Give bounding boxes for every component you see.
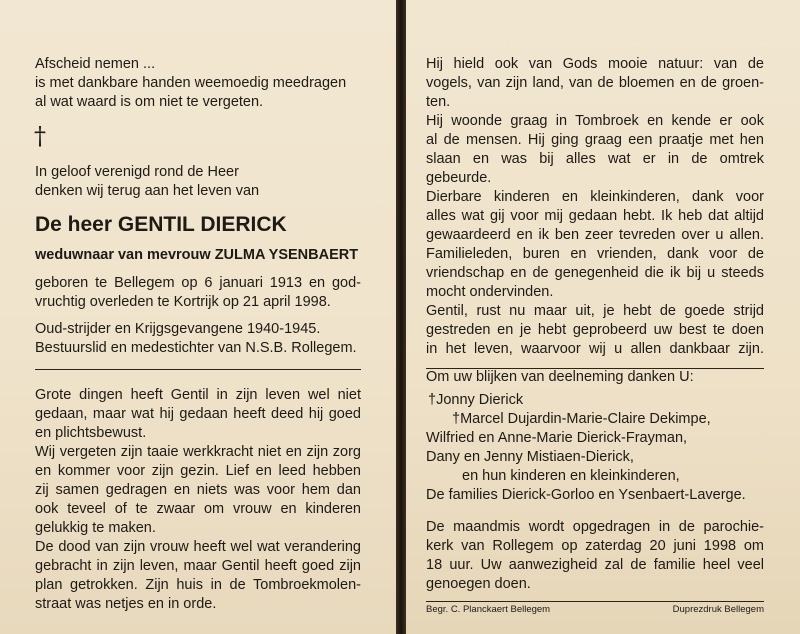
body-line: ten.: [426, 94, 451, 110]
widower-line: weduwnaar van mevrouw ZULMA YSENBAERT: [35, 247, 359, 263]
cross-icon: †: [34, 122, 46, 150]
body-line: Grote dingen heeft Gentil in zijn leven wel niet: [35, 387, 361, 403]
family-line: †Jonny Dierick: [428, 392, 524, 408]
body-line: alles wat gij voor mij gedaan hebt. Ik heb dat altijd: [426, 208, 764, 224]
intro-line: al wat waard is om niet te vergeten.: [35, 94, 264, 110]
printer-credit: Duprezdruk Bellegem: [672, 604, 764, 615]
body-line: gedaan, maar wat hij gedaan heeft deed hij goed: [35, 406, 361, 422]
family-line: †Marcel Dujardin-Marie-Claire Dekimpe,: [452, 411, 711, 427]
card-fold: [396, 0, 406, 634]
family-line: De families Dierick-Gorloo en Ysenbaert-Laverge.: [426, 487, 746, 503]
body-line: Hij hield ook van Gods mooie natuur: van de: [426, 56, 764, 72]
thanks-intro: Om uw blijken van deelneming danken U:: [426, 369, 694, 385]
right-page: [406, 0, 800, 634]
body-line: vriendschap en de genegenheid die ik bij u steeds: [426, 265, 764, 281]
body-line: gewaardeerd en ik ben zeer tevreden over u allen.: [426, 227, 764, 243]
faith-line: In geloof verenigd rond de Heer: [35, 164, 239, 180]
body-line: mocht ondervinden.: [426, 284, 554, 300]
birth-line: vruchtig overleden te Kortrijk op 21 april 1998.: [35, 294, 331, 310]
body-line: zij samen gedragen en niets was voor hem dan: [35, 482, 361, 498]
body-line: slaan en was bij alles wat er in de omtrek: [426, 151, 764, 167]
body-line: gebeurde.: [426, 170, 492, 186]
mass-line: genoegen doen.: [426, 576, 531, 592]
body-line: straat was netjes en in orde.: [35, 596, 217, 612]
body-line: in het leven, waarvoor wij u allen dankbaar zijn.: [426, 341, 764, 357]
body-line: Wij vergeten zijn taaie werkkracht niet en zijn zorg: [35, 444, 361, 460]
footer-divider: [426, 601, 764, 602]
body-line: plan getrokken. Zijn huis in de Tombroekmolen-: [35, 577, 361, 593]
body-line: gelukkig te maken.: [35, 520, 156, 536]
body-line: en kommer voor zijn gezin. Lief en leed hebben: [35, 463, 361, 479]
undertaker-credit: Begr. C. Planckaert Bellegem: [426, 604, 551, 615]
mass-line: De maandmis wordt opgedragen in de parochie-: [426, 519, 764, 535]
divider: [35, 369, 361, 370]
body-line: ook teveel of te zwaar om vrouw en kinderen: [35, 501, 361, 517]
body-line: Familieleden, buren en vrienden, dank voor de: [426, 246, 764, 262]
body-line: gebracht in zijn leven, maar Gentil heeft goed zijn: [35, 558, 361, 574]
role-line: Bestuurslid en medestichter van N.S.B. Rollegem.: [35, 340, 357, 356]
left-page: [0, 0, 396, 634]
body-line: en plichtsbewust.: [35, 425, 147, 441]
role-line: Oud-strijder en Krijgsgevangene 1940-1945.: [35, 321, 321, 337]
body-line: Dierbare kinderen en kleinkinderen, dank voor: [426, 189, 764, 205]
body-line: gestreden en je hebt geprobeerd uw best te doen: [426, 322, 764, 338]
intro-line: Afscheid nemen ...: [35, 56, 156, 72]
family-line: Wilfried en Anne-Marie Dierick-Frayman,: [426, 430, 688, 446]
faith-line: denken wij terug aan het leven van: [35, 183, 260, 199]
mass-line: 18 uur. Uw aanwezigheid zal de familie heel veel: [426, 557, 764, 573]
body-line: vogels, van zijn land, van de bloemen en de groen-: [426, 75, 764, 91]
intro-line: is met dankbare handen weemoedig meedragen: [35, 75, 347, 91]
family-line: en hun kinderen en kleinkinderen,: [462, 468, 680, 484]
deceased-name: De heer GENTIL DIERICK: [35, 213, 287, 236]
body-line: Hij woonde graag in Tombroek en kende er ook: [426, 113, 764, 129]
body-line: al de mensen. Hij ging graag een praatje met hen: [426, 132, 764, 148]
body-line: De dood van zijn vrouw heeft wel wat verandering: [35, 539, 361, 555]
mass-line: kerk van Rollegem op zaterdag 20 juni 1998 om: [426, 538, 764, 554]
birth-line: geboren te Bellegem op 6 januari 1913 en god-: [35, 275, 361, 291]
body-line: Gentil, rust nu maar uit, je hebt de goede strijd: [426, 303, 764, 319]
family-line: Dany en Jenny Mistiaen-Dierick,: [426, 449, 634, 465]
